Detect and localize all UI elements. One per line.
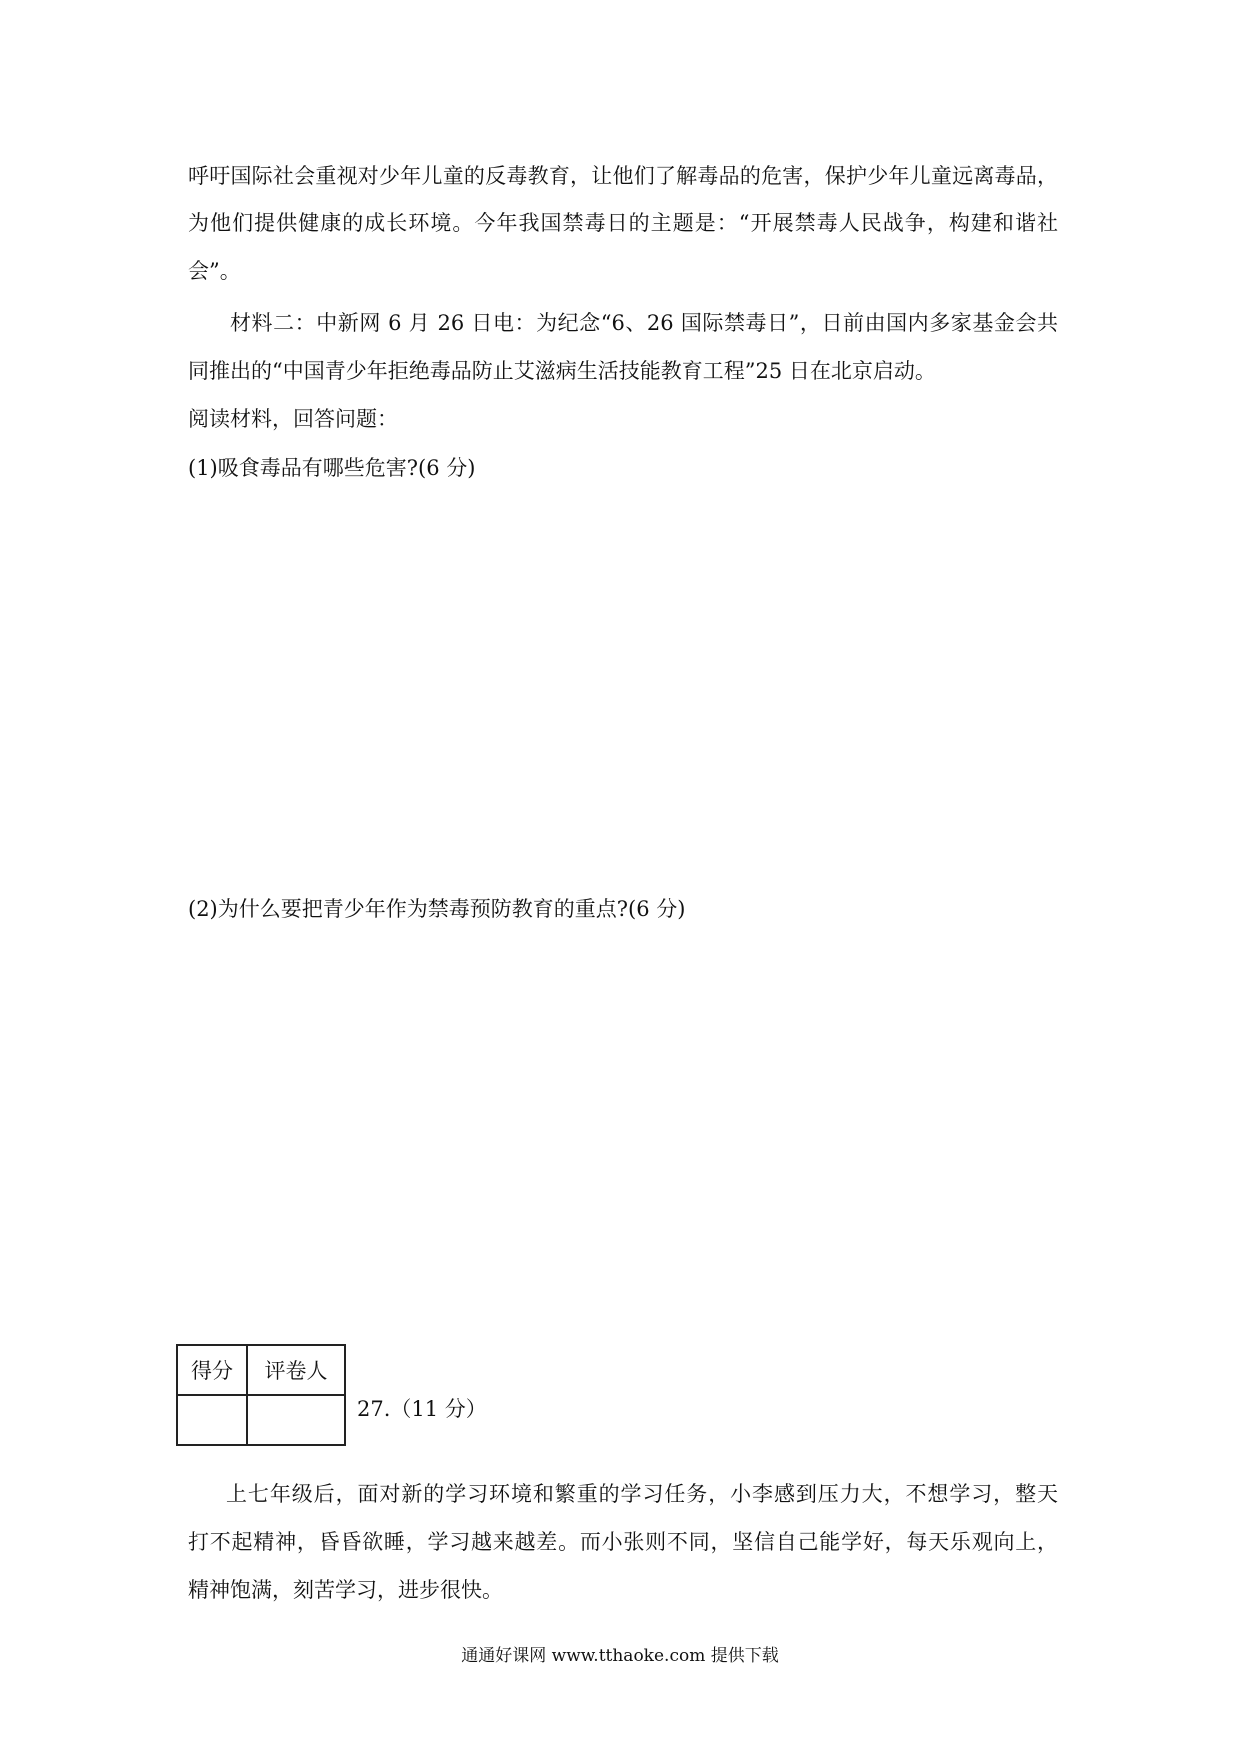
score-header: 得分 xyxy=(177,1345,247,1395)
material1-line-2: 为他们提供健康的成长环境。今年我国禁毒日的主题是：“开展禁毒人民战争，构建和谐社 xyxy=(188,211,1058,235)
material2-line-1: 材料二：中新网 6 月 26 日电：为纪念“6、26 国际禁毒日”，日前由国内多家基金会共 xyxy=(230,311,1058,335)
page-footer: 通通好课网 www.tthaoke.com 提供下载 xyxy=(461,1646,779,1666)
reading-instruction: 阅读材料，回答问题： xyxy=(188,407,398,431)
q27-line-3: 精神饱满，刻苦学习，进步很快。 xyxy=(188,1578,503,1602)
grader-header: 评卷人 xyxy=(247,1345,345,1395)
material1-line-1: 呼吁国际社会重视对少年儿童的反毒教育，让他们了解毒品的危害，保护少年儿童远离毒品， xyxy=(188,164,1058,188)
material1-line-3: 会”。 xyxy=(188,259,241,283)
q27-line-2: 打不起精神，昏昏欲睡，学习越来越差。而小张则不同，坚信自己能学好，每天乐观向上， xyxy=(188,1530,1058,1554)
q27-line-1: 上七年级后，面对新的学习环境和繁重的学习任务，小李感到压力大，不想学习，整天 xyxy=(226,1482,1058,1506)
grader-cell[interactable] xyxy=(247,1395,345,1445)
question-27-number: 27.（11 分） xyxy=(357,1397,487,1421)
score-cell[interactable] xyxy=(177,1395,247,1445)
question-2: (2)为什么要把青少年作为禁毒预防教育的重点?(6 分) xyxy=(188,897,686,921)
question-1: (1)吸食毒品有哪些危害?(6 分) xyxy=(188,456,476,480)
score-table xyxy=(176,1344,346,1446)
material2-line-2: 同推出的“中国青少年拒绝毒品防止艾滋病生活技能教育工程”25 日在北京启动。 xyxy=(188,359,936,383)
